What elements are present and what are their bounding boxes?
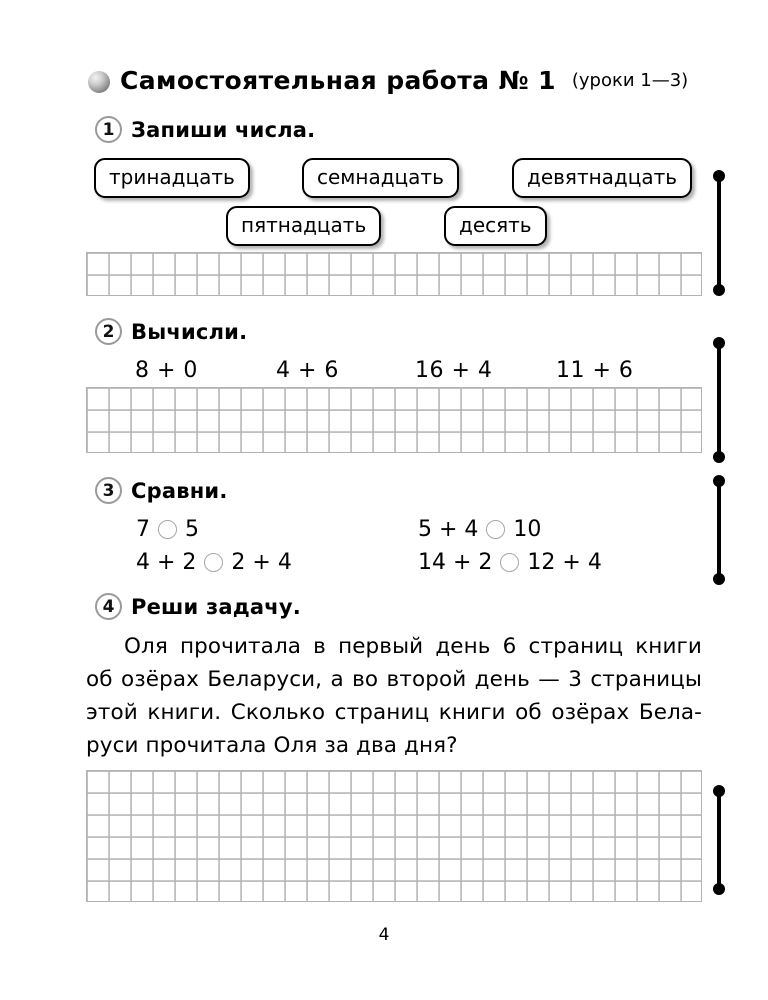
answer-grid-1[interactable] — [86, 252, 702, 296]
task-title-3: Сравни. — [131, 478, 228, 503]
task-heading-1 — [95, 116, 315, 143]
problem-line-1: Оля прочитала в первый день 6 страниц книги — [124, 634, 702, 659]
answer-grid-4[interactable] — [86, 770, 702, 902]
comparison-left-1: 7 — [136, 517, 150, 542]
task-title-4: Реши задачу. — [131, 594, 301, 619]
expression-2: 4 + 6 — [276, 358, 339, 383]
task-number-3: 3 — [95, 477, 122, 504]
page-subtitle: (уроки 1—3) — [571, 70, 689, 91]
empty-circle-icon[interactable] — [204, 553, 223, 572]
word-pill-5[interactable]: десять — [444, 206, 547, 246]
empty-circle-icon[interactable] — [500, 553, 519, 572]
problem-text — [86, 630, 702, 762]
dumbbell-bar — [717, 480, 721, 580]
dumbbell-bar — [717, 175, 721, 291]
dumbbell-cap-bottom — [713, 883, 725, 895]
task-heading-4 — [95, 593, 301, 620]
dumbbell-cap-bottom — [713, 451, 725, 463]
comparison-3[interactable] — [136, 550, 292, 575]
comparison-left-2: 5 + 4 — [418, 517, 479, 542]
comparison-1[interactable] — [136, 517, 199, 542]
task-title-1: Запиши числа. — [131, 117, 316, 142]
task-number-2: 2 — [95, 318, 122, 345]
word-pill-3[interactable]: девятнадцать — [512, 158, 692, 198]
dumbbell-cap-top — [713, 785, 725, 797]
dumbbell-bar — [717, 342, 721, 458]
problem-line-4: руси прочитала Оля за два дня? — [86, 733, 458, 758]
page-number: 4 — [378, 925, 390, 945]
answer-grid-2[interactable] — [86, 387, 702, 453]
dumbbell-cap-top — [713, 475, 725, 487]
task-number-4: 4 — [95, 593, 122, 620]
comparison-right-1: 5 — [185, 517, 199, 542]
problem-line-3: этой книги. Сколько страниц книги об озёрах Бела- — [86, 700, 702, 725]
empty-circle-icon[interactable] — [486, 520, 505, 539]
comparison-right-4: 12 + 4 — [527, 550, 602, 575]
comparison-left-4: 14 + 2 — [418, 550, 493, 575]
task-heading-3 — [95, 477, 228, 504]
word-pill-4[interactable]: пятнадцать — [226, 206, 381, 246]
comparison-right-2: 10 — [513, 517, 542, 542]
dumbbell-cap-top — [713, 337, 725, 349]
expression-3: 16 + 4 — [415, 358, 493, 383]
comparison-left-3: 4 + 2 — [136, 550, 197, 575]
page-title: Самостоятельная работа № 1 — [120, 66, 556, 95]
problem-line-2: об озёрах Беларуси, а во второй день — 3 страницы — [86, 667, 702, 692]
task-title-2: Вычисли. — [131, 319, 248, 344]
dumbbell-marker-2 — [713, 337, 725, 463]
dumbbell-cap-bottom — [713, 284, 725, 296]
expression-4: 11 + 6 — [556, 358, 634, 383]
empty-circle-icon[interactable] — [158, 520, 177, 539]
comparison-2[interactable] — [418, 517, 541, 542]
comparison-4[interactable] — [418, 550, 602, 575]
task-heading-2 — [95, 318, 247, 345]
sphere-bullet-icon — [88, 71, 110, 93]
dumbbell-marker-3 — [713, 475, 725, 585]
dumbbell-cap-bottom — [713, 573, 725, 585]
dumbbell-bar — [717, 790, 721, 890]
comparison-right-3: 2 + 4 — [231, 550, 292, 575]
expression-1: 8 + 0 — [135, 358, 198, 383]
dumbbell-cap-top — [713, 170, 725, 182]
dumbbell-marker-1 — [713, 170, 725, 296]
task-number-1: 1 — [95, 116, 122, 143]
page-header — [88, 66, 688, 95]
dumbbell-marker-4 — [713, 785, 725, 895]
word-pill-2[interactable]: семнадцать — [302, 158, 459, 198]
word-pill-1[interactable]: тринадцать — [94, 158, 250, 198]
